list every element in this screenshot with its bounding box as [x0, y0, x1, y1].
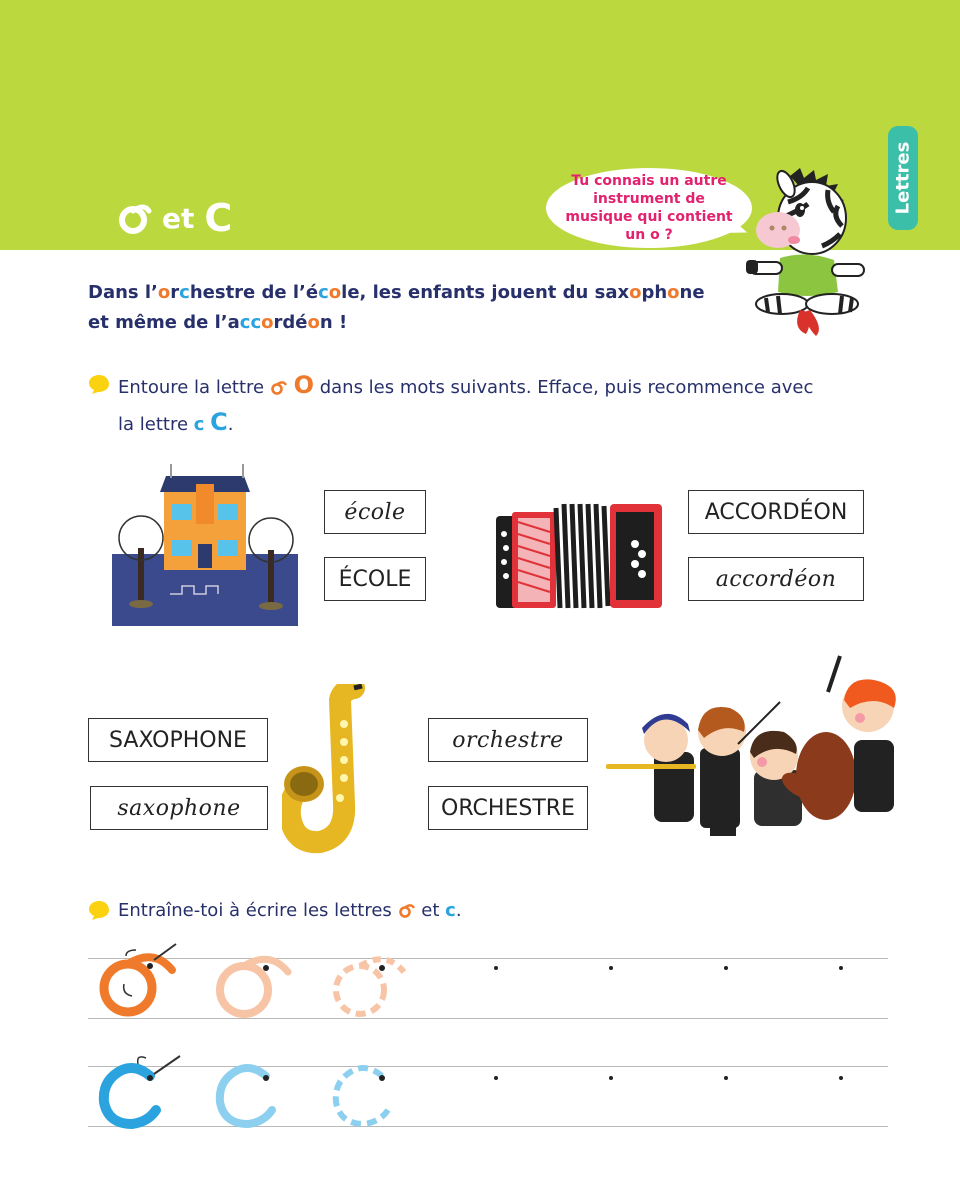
cursive-o-icon: [270, 381, 288, 395]
start-dot: [494, 966, 498, 970]
word-ecole-caps[interactable]: [324, 557, 426, 601]
instruction-text-part1: Entoure la lettre: [118, 377, 265, 398]
saxophone-illustration: [282, 684, 382, 856]
highlight-o: o: [667, 282, 680, 303]
letter-o-upper: O: [293, 371, 314, 399]
intro-text: n !: [319, 312, 348, 333]
speech-bullet-icon: [88, 374, 110, 394]
letter-o-trace-dashed-icon: [330, 948, 414, 1024]
word-saxophone-cursive[interactable]: [90, 786, 268, 830]
instruction2-letter-c: c: [445, 900, 456, 921]
intro-text: le, les enfants jouent du sax: [341, 282, 630, 303]
letter-c-trace-light-icon: [206, 1054, 290, 1130]
intro-text: et même de l’a: [88, 312, 240, 333]
intro-text: Dans l’: [88, 282, 158, 303]
word-orchestre-caps-text: ORCHESTRE: [441, 795, 575, 821]
instruction-text-part3: la lettre: [118, 414, 189, 435]
intro-line-2: [88, 308, 708, 338]
start-dot: [609, 966, 613, 970]
word-accordeon-cursive[interactable]: [688, 557, 864, 601]
word-saxophone-caps[interactable]: [88, 718, 268, 762]
intro-text: rdé: [273, 312, 308, 333]
letter-c-trace-dashed-icon: [322, 1054, 406, 1130]
school-illustration: [108, 462, 308, 628]
instruction-write-letters: [118, 894, 718, 928]
word-orchestre-cursive[interactable]: [428, 718, 588, 762]
instruction2-end: .: [455, 900, 462, 921]
instruction2-et: et: [421, 900, 440, 921]
side-tab-label: Lettres: [892, 141, 914, 215]
title-conjunction: et: [162, 201, 195, 235]
intro-line-1: [88, 278, 708, 308]
word-accordeon-caps-text: ACCORDÉON: [704, 499, 848, 525]
highlight-c: c: [318, 282, 329, 303]
highlight-c: c: [179, 282, 190, 303]
writing-line: [88, 958, 888, 959]
highlight-o: o: [629, 282, 642, 303]
highlight-c: cc: [239, 312, 262, 333]
instruction-text-part2: dans les mots suivants. Efface, puis recommence avec: [319, 377, 814, 398]
highlight-o: o: [328, 282, 342, 303]
word-ecole-cursive[interactable]: [324, 490, 426, 534]
instruction-circle-letters: [118, 368, 898, 442]
letter-o-trace-light-icon: [214, 948, 298, 1024]
instruction-end: .: [227, 414, 234, 435]
start-dot: [724, 1076, 728, 1080]
instruction2-text: Entraîne-toi à écrire les lettres: [118, 900, 392, 921]
letter-c-model-icon: [92, 1050, 192, 1130]
speech-bubble-text: Tu connais un autre instrument de musique qui contient un o ?: [565, 173, 733, 243]
word-ecole-cursive-text: école: [344, 499, 406, 525]
intro-text: ne: [679, 282, 705, 303]
word-saxophone-cursive-text: saxophone: [117, 795, 241, 821]
page-title: [118, 196, 232, 240]
start-dot: [839, 966, 843, 970]
intro-text: ph: [641, 282, 668, 303]
side-tab[interactable]: [888, 126, 918, 230]
start-dot: [609, 1076, 613, 1080]
word-accordeon-caps[interactable]: [688, 490, 864, 534]
intro-text: r: [170, 282, 180, 303]
speech-bubble: [546, 168, 752, 248]
start-dot: [494, 1076, 498, 1080]
cursive-o-icon: [398, 904, 416, 918]
speech-bullet-icon: [88, 900, 110, 920]
word-ecole-caps-text: ÉCOLE: [338, 566, 412, 592]
cursive-o-icon: [118, 201, 152, 235]
writing-line: [88, 1018, 888, 1019]
orchestra-illustration: [604, 652, 916, 842]
highlight-o: o: [261, 312, 274, 333]
letter-c-upper: C: [210, 408, 228, 436]
accordion-illustration: [492, 494, 672, 616]
word-saxophone-caps-text: SAXOPHONE: [109, 727, 247, 753]
letter-c-lower: c: [193, 414, 205, 435]
start-dot: [839, 1076, 843, 1080]
intro-sentence: [88, 278, 708, 338]
highlight-o: o: [307, 312, 320, 333]
intro-text: hestre de l’é: [189, 282, 319, 303]
word-accordeon-cursive-text: accordéon: [715, 566, 837, 592]
start-dot: [724, 966, 728, 970]
highlight-o: o: [157, 282, 171, 303]
word-orchestre-cursive-text: orchestre: [452, 727, 564, 753]
word-orchestre-caps[interactable]: [428, 786, 588, 830]
zebra-mascot-icon: [742, 166, 870, 338]
letter-o-model-icon: [96, 940, 186, 1024]
title-capital-c: C: [204, 196, 233, 240]
